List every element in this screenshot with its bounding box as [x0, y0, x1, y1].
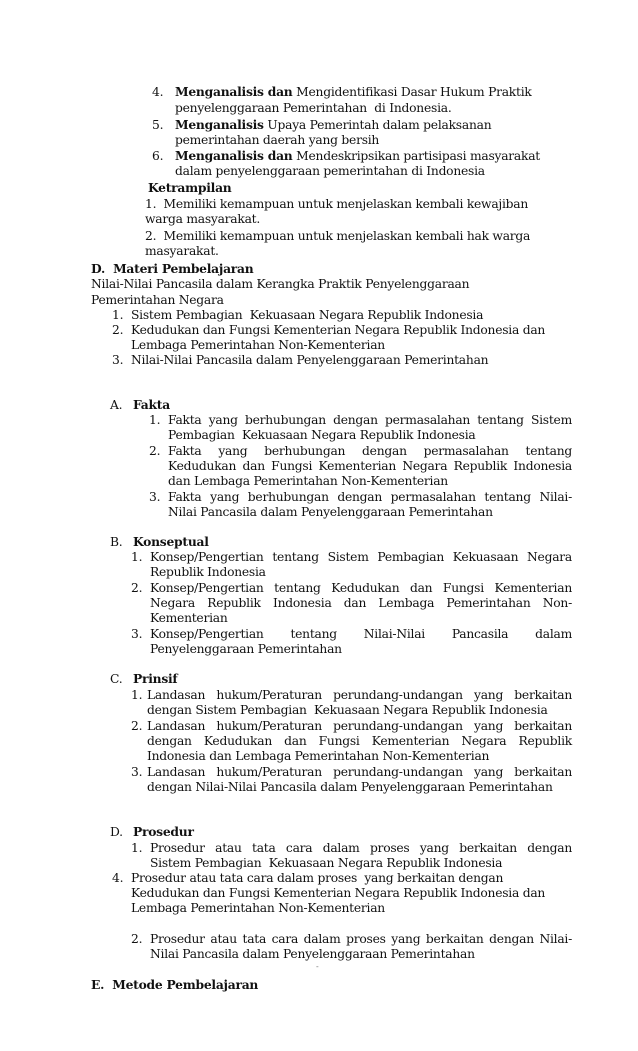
- prinsif-item-3-line1: Landasan hukum/Peraturan perundang-undangan yang berkaitan: [147, 765, 572, 779]
- intro-item-4-line1: Menganalisis dan Mengidentifikasi Dasar Hukum Praktik: [175, 84, 532, 99]
- intro-item-5-line2: pemerintahan daerah yang bersih: [175, 133, 380, 147]
- prosedur-item-2-line2: Nilai Pancasila dalam Penyelenggaraan Pemerintahan: [150, 947, 475, 961]
- prinsif-item-2-line1: Landasan hukum/Peraturan perundang-undangan yang berkaitan: [147, 719, 572, 733]
- section-d-item-1-line1: Sistem Pembagian Kekuasaan Negara Republik Indonesia: [131, 308, 484, 322]
- section-d-heading: D. Materi Pembelajaran: [91, 261, 254, 276]
- prosedur-item-4-line2: Kedudukan dan Fungsi Kementerian Negara Republik Indonesia dan: [131, 886, 546, 900]
- konseptual-item-2-line1: Konsep/Pengertian tentang Kedudukan dan Fungsi Kementerian: [150, 581, 572, 595]
- konseptual-item-2-line2: Negara Republik Indonesia dan Lembaga Pemerintahan Non-: [150, 596, 572, 610]
- konseptual-item-2-line3: Kementerian: [150, 611, 228, 625]
- fakta-item-2-line1: Fakta yang berhubungan dengan permasalahan tentang: [168, 444, 572, 458]
- prosedur-item-1-line1: Prosedur atau tata cara dalam proses yang berkaitan dengan: [150, 841, 572, 855]
- prosedur-title: Prosedur: [133, 824, 194, 839]
- ketrampilan-item-2-line2: masyarakat.: [145, 244, 219, 258]
- prinsif-item-1-num: 1.: [131, 688, 143, 702]
- prinsif-item-1-line2: dengan Sistem Pembagian Kekuasaan Negara Republik Indonesia: [147, 703, 548, 717]
- ketrampilan-item-1-line2: warga masyarakat.: [145, 212, 261, 226]
- prinsif-item-2-line3: Indonesia dan Lembaga Pemerintahan Non-Kementerian: [147, 749, 490, 763]
- konseptual-item-1-num: 1.: [131, 550, 143, 564]
- ketrampilan-heading: Ketrampilan: [148, 180, 232, 195]
- fakta-item-2-line3: dan Lembaga Pemerintahan Non-Kementerian: [168, 474, 448, 488]
- fakta-item-3-line1: Fakta yang berhubungan dengan permasalahan tentang Nilai-: [168, 490, 572, 504]
- intro-item-6-line1: Menganalisis dan Mendeskripsikan partisipasi masyarakat: [175, 148, 540, 163]
- ketrampilan-item-1-line1: 1. Memiliki kemampuan untuk menjelaskan kembali kewajiban: [145, 197, 529, 211]
- konseptual-item-2-num: 2.: [131, 581, 143, 595]
- fakta-item-2-line2: Kedudukan dan Fungsi Kementerian Negara Republik Indonesia: [168, 459, 572, 473]
- prinsif-letter: C.: [110, 672, 123, 686]
- prinsif-item-1-line1: Landasan hukum/Peraturan perundang-undangan yang berkaitan: [147, 688, 572, 702]
- intro-item-4-line2: penyelenggaraan Pemerintahan di Indonesia.: [175, 101, 452, 115]
- intro-item-6-line2: dalam penyelenggaraan pemerintahan di Indonesia: [175, 164, 485, 178]
- konseptual-item-3-num: 3.: [131, 627, 143, 641]
- prosedur-item-4-num: 4.: [112, 871, 124, 885]
- intro-item-4-num: 4.: [152, 85, 164, 99]
- prinsif-item-3-num: 3.: [131, 765, 143, 779]
- fakta-title: Fakta: [133, 397, 170, 412]
- prosedur-item-2-line1: Prosedur atau tata cara dalam proses yang berkaitan dengan Nilai-: [150, 932, 572, 946]
- konseptual-item-1-line1: Konsep/Pengertian tentang Sistem Pembagian Kekuasaan Negara: [150, 550, 572, 564]
- prosedur-item-4-line1: Prosedur atau tata cara dalam proses yang berkaitan dengan: [131, 871, 504, 885]
- prosedur-item-2-num: 2.: [131, 932, 143, 946]
- fakta-item-1-line2: Pembagian Kekuasaan Negara Republik Indonesia: [168, 428, 476, 442]
- intro-item-6-num: 6.: [152, 149, 164, 163]
- section-d-item-3-num: 3.: [112, 353, 124, 367]
- section-d-item-2-line1: Kedudukan dan Fungsi Kementerian Negara Republik Indonesia dan: [131, 323, 546, 337]
- prosedur-item-1-line2: Sistem Pembagian Kekuasaan Negara Republik Indonesia: [150, 856, 503, 870]
- prosedur-item-4-line3: Lembaga Pemerintahan Non-Kementerian: [131, 901, 385, 915]
- prosedur-letter: D.: [110, 825, 123, 839]
- prinsif-item-2-line2: dengan Kedudukan dan Fungsi Kementerian Negara Republik: [147, 734, 572, 748]
- prosedur-item-1-num: 1.: [131, 841, 143, 855]
- intro-item-5-num: 5.: [152, 118, 164, 132]
- fakta-item-2-num: 2.: [149, 444, 161, 458]
- prinsif-item-3-line2: dengan Nilai-Nilai Pancasila dalam Penyelenggaraan Pemerintahan: [147, 780, 553, 794]
- intro-item-5-line1: Menganalisis Upaya Pemerintah dalam pelaksanan: [175, 117, 492, 132]
- section-d-desc-line2: Pemerintahan Negara: [91, 293, 224, 307]
- section-d-item-2-num: 2.: [112, 323, 124, 337]
- section-e-heading: E. Metode Pembelajaran: [91, 977, 259, 992]
- section-d-item-3-line1: Nilai-Nilai Pancasila dalam Penyelenggaraan Pemerintahan: [131, 353, 489, 367]
- konseptual-item-3-line1: Konsep/Pengertian tentang Nilai-Nilai Pancasila dalam: [150, 627, 572, 641]
- ketrampilan-item-2-line1: 2. Memiliki kemampuan untuk menjelaskan kembali hak warga: [145, 229, 531, 243]
- konseptual-item-3-line2: Penyelenggaraan Pemerintahan: [150, 642, 342, 656]
- fakta-item-3-num: 3.: [149, 490, 161, 504]
- konseptual-title: Konseptual: [133, 534, 209, 549]
- fakta-item-1-line1: Fakta yang berhubungan dengan permasalahan tentang Sistem: [168, 413, 572, 427]
- section-d-item-2-line2: Lembaga Pemerintahan Non-Kementerian: [131, 338, 385, 352]
- section-d-desc-line1: Nilai-Nilai Pancasila dalam Kerangka Praktik Penyelenggaraan: [91, 277, 470, 291]
- fakta-item-3-line2: Nilai Pancasila dalam Penyelenggaraan Pemerintahan: [168, 505, 493, 519]
- section-d-item-1-num: 1.: [112, 308, 124, 322]
- prinsif-title: Prinsif: [133, 671, 178, 686]
- konseptual-item-1-line2: Republik Indonesia: [150, 565, 266, 579]
- konseptual-letter: B.: [110, 535, 123, 549]
- fakta-letter: A.: [110, 398, 123, 412]
- fakta-item-1-num: 1.: [149, 413, 161, 427]
- prinsif-item-2-num: 2.: [131, 719, 143, 733]
- page-mark: -: [316, 962, 319, 971]
